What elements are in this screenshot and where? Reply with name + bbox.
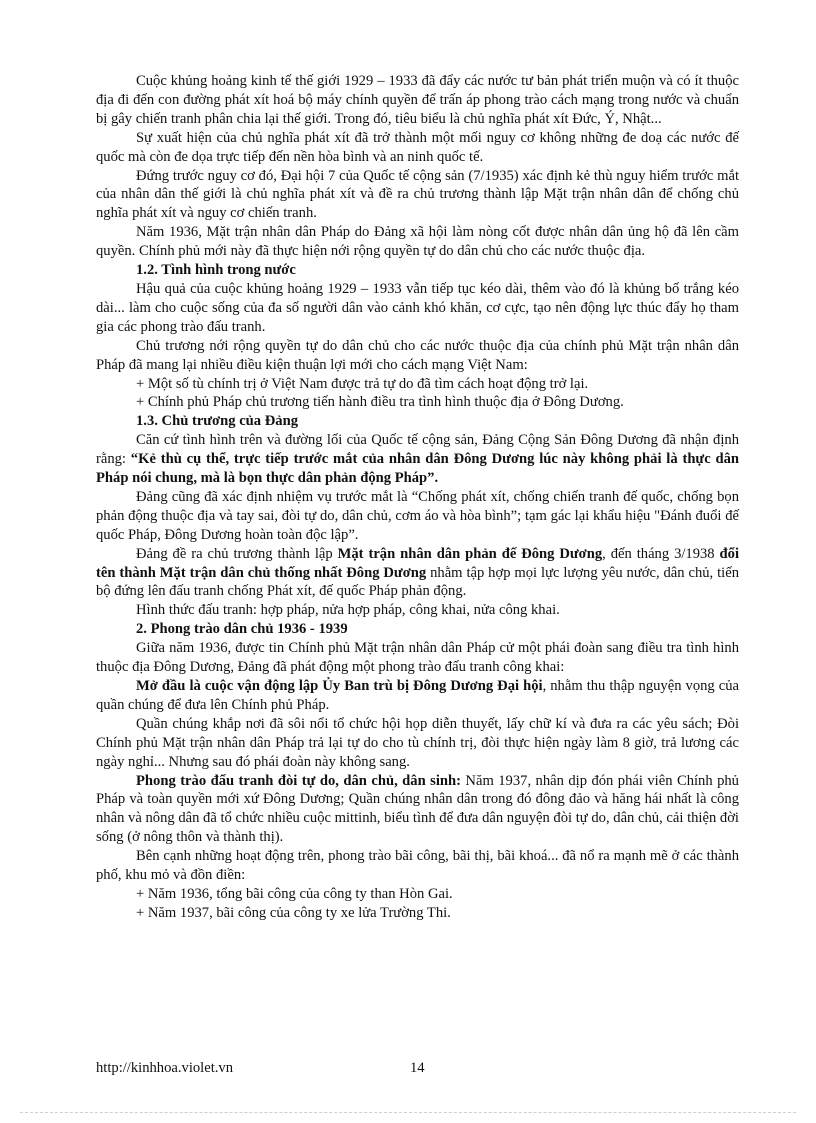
text-run: Cuộc khủng hoảng kinh tế thế giới 1929 – 1933 đã đẩy các nước tư bản phát triển muộn và có ít thuộc địa đi đến con đường phát xít hoá bộ máy chính quyền để trấn áp phong trào cách mạng trong nước và chuẩn bị gây chiến tranh phân chia lại thế giới. Trong đó, tiêu biểu là chủ nghĩa phát xít Đức, Ý, Nhật... bbox=[96, 73, 739, 127]
bold-text: Phong trào đấu tranh đòi tự do, dân chủ, dân sinh: bbox=[136, 772, 461, 789]
paragraph bbox=[96, 885, 739, 904]
text-run: Năm 1936, Mặt trận nhân dân Pháp do Đảng xã hội làm nòng cốt được nhân dân ủng hộ đã lên cầm quyền. Chính phủ mới này đã thực hiện nới rộng quyền tự do dân chủ cho các nước thuộc địa. bbox=[96, 224, 739, 260]
text-run: Sự xuất hiện của chủ nghĩa phát xít đã trở thành một mối nguy cơ không những đe doạ các nước đế quốc mà còn đe dọa trực tiếp đến nền hòa bình và an ninh quốc tế. bbox=[96, 129, 739, 165]
text-run: + Năm 1937, bãi công của công ty xe lửa Trường Thi. bbox=[136, 904, 451, 921]
text-run: + Chính phủ Pháp chủ trương tiến hành điều tra tình hình thuộc địa ở Đông Dương. bbox=[136, 394, 624, 411]
text-run: Đứng trước nguy cơ đó, Đại hội 7 của Quốc tế cộng sản (7/1935) xác định kẻ thù nguy hiểm trước mắt của nhân dân thế giới là chủ nghĩa phát xít và đề ra chủ trương thành lập Mặt trận nhân dân để chống chủ nghĩa phát xít và nguy cơ chiến tranh. bbox=[96, 167, 739, 222]
paragraph bbox=[96, 488, 739, 545]
text-run: 1.2. Tình hình trong nước bbox=[136, 262, 296, 279]
document-body bbox=[96, 72, 739, 923]
paragraph bbox=[96, 904, 739, 923]
paragraph bbox=[96, 280, 739, 337]
paragraph bbox=[96, 72, 739, 129]
paragraph bbox=[96, 431, 739, 488]
text-run: Đảng cũng đã xác định nhiệm vụ trước mắt là “Chống phát xít, chống chiến tranh đế quốc, chống bọn phản động thuộc địa và tay sai, đòi tự do, dân chủ, cơm áo và hòa bình”; tạm gác lại khẩu hiệu "Đánh đuổi đế quốc Pháp, Đông Dương hoàn toàn độc lập”. bbox=[96, 488, 739, 543]
text-run: Căn cứ tình hình trên và đường lối của Quốc tế cộng sản, Đảng Cộng Sản Đông Dương đã nhận định rằng: bbox=[96, 432, 739, 468]
paragraph bbox=[96, 223, 739, 261]
paragraph bbox=[96, 715, 739, 772]
bold-text: Mở đầu là cuộc vận động lập Ủy Ban trù bị Đông Dương Đại hội bbox=[136, 678, 543, 694]
text-run: 1.3. Chủ trương của Đảng bbox=[136, 413, 298, 430]
text-run: + Một số tù chính trị ở Việt Nam được trả tự do đã tìm cách hoạt động trở lại. bbox=[136, 375, 589, 392]
text-run: Hình thức đấu tranh: hợp pháp, nửa hợp pháp, công khai, nửa công khai. bbox=[136, 602, 560, 619]
paragraph bbox=[96, 167, 739, 224]
paragraph bbox=[96, 337, 739, 375]
section-heading bbox=[96, 620, 739, 639]
paragraph bbox=[96, 677, 739, 715]
text-run: Chủ trương nới rộng quyền tự do dân chủ cho các nước thuộc địa của chính phủ Mặt trận nhân dân Pháp đã mang lại nhiều điều kiện thuận lợi mới cho cách mạng Việt Nam: bbox=[96, 337, 739, 373]
text-run: Giữa năm 1936, được tin Chính phủ Mặt trận nhân dân Pháp cử một phái đoàn sang điều tra tình hình thuộc địa Đông Dương, Đảng đã phát động một phong trào đấu tranh công khai: bbox=[96, 640, 739, 676]
text-run: 2. Phong trào dân chủ 1936 - 1939 bbox=[136, 621, 348, 638]
page-number: 14 bbox=[410, 1060, 425, 1076]
text-run: + Năm 1936, tổng bãi công của công ty than Hòn Gai. bbox=[136, 885, 453, 902]
paragraph bbox=[96, 375, 739, 394]
text-run: Quần chúng khắp nơi đã sôi nổi tổ chức hội họp diễn thuyết, lấy chữ kí và đưa ra các yêu sách; Đòi Chính phủ Mặt trận nhân dân Pháp trả lại tự do cho tù chính trị, đòi thực hiện ngày làm 8 giờ, trả lương các ngày nghỉ... Nhưng sau đó phái đoàn này không sang. bbox=[96, 715, 739, 770]
text-run: Hậu quả của cuộc khủng hoảng 1929 – 1933 vẫn tiếp tục kéo dài, thêm vào đó là khủng bố trắng kéo dài... làm cho cuộc sống của đa số người dân vào cảnh khó khăn, cơ cực, tạo nên động lực thúc đẩy họ tham gia các phong trào đấu tranh. bbox=[96, 280, 739, 335]
paragraph bbox=[96, 393, 739, 412]
bold-text: “Kẻ thù cụ thể, trực tiếp trước mắt của nhân dân Đông Dương lúc này không phải là thực dân Pháp nói chung, mà là bọn thực dân phản động Pháp”. bbox=[96, 451, 739, 487]
text-run: Năm 1937, nhân dịp đón phái viên Chính phủ Pháp và toàn quyền mới xứ Đông Dương; Quần chúng nhân dân trong đó đông đảo và hăng hái nhất là công nhân và nông dân đã tổ chức nhiều cuộc mittinh, biểu tình để đưa dân nguyện đòi tự do, dân chủ, cải thiện đời sống (ở nông thôn và thành thị). bbox=[96, 772, 739, 846]
paragraph bbox=[96, 639, 739, 677]
paragraph bbox=[96, 772, 739, 848]
page-footer bbox=[96, 1060, 739, 1080]
section-heading bbox=[96, 261, 739, 280]
footer-url: http://kinhhoa.violet.vn bbox=[96, 1060, 234, 1076]
paragraph bbox=[96, 601, 739, 620]
text-run: , nhằm thu thập nguyện vọng của quần chúng để đưa lên Chính phủ Pháp. bbox=[96, 678, 739, 713]
text-run: Đảng đề ra chủ trương thành lập bbox=[136, 545, 338, 562]
bold-text: đổi tên thành Mặt trận dân chủ thống nhất Đông Dương bbox=[96, 545, 739, 581]
text-run: nhằm tập hợp mọi lực lượng yêu nước, dân chủ, tiến bộ đứng lên đấu tranh chống Phát xít, đế quốc Pháp phản động. bbox=[96, 564, 739, 600]
text-run: Bên cạnh những hoạt động trên, phong trào bãi công, bãi thị, bãi khoá... đã nổ ra mạnh mẽ ở các thành phố, khu mỏ và đồn điền: bbox=[96, 848, 739, 884]
paragraph bbox=[96, 847, 739, 885]
text-run: , đến tháng 3/1938 bbox=[602, 545, 720, 562]
section-heading bbox=[96, 412, 739, 431]
paragraph bbox=[96, 129, 739, 167]
page-edge-line bbox=[20, 1112, 796, 1113]
paragraph bbox=[96, 545, 739, 602]
bold-text: Mặt trận nhân dân phản đế Đông Dương bbox=[337, 545, 603, 562]
